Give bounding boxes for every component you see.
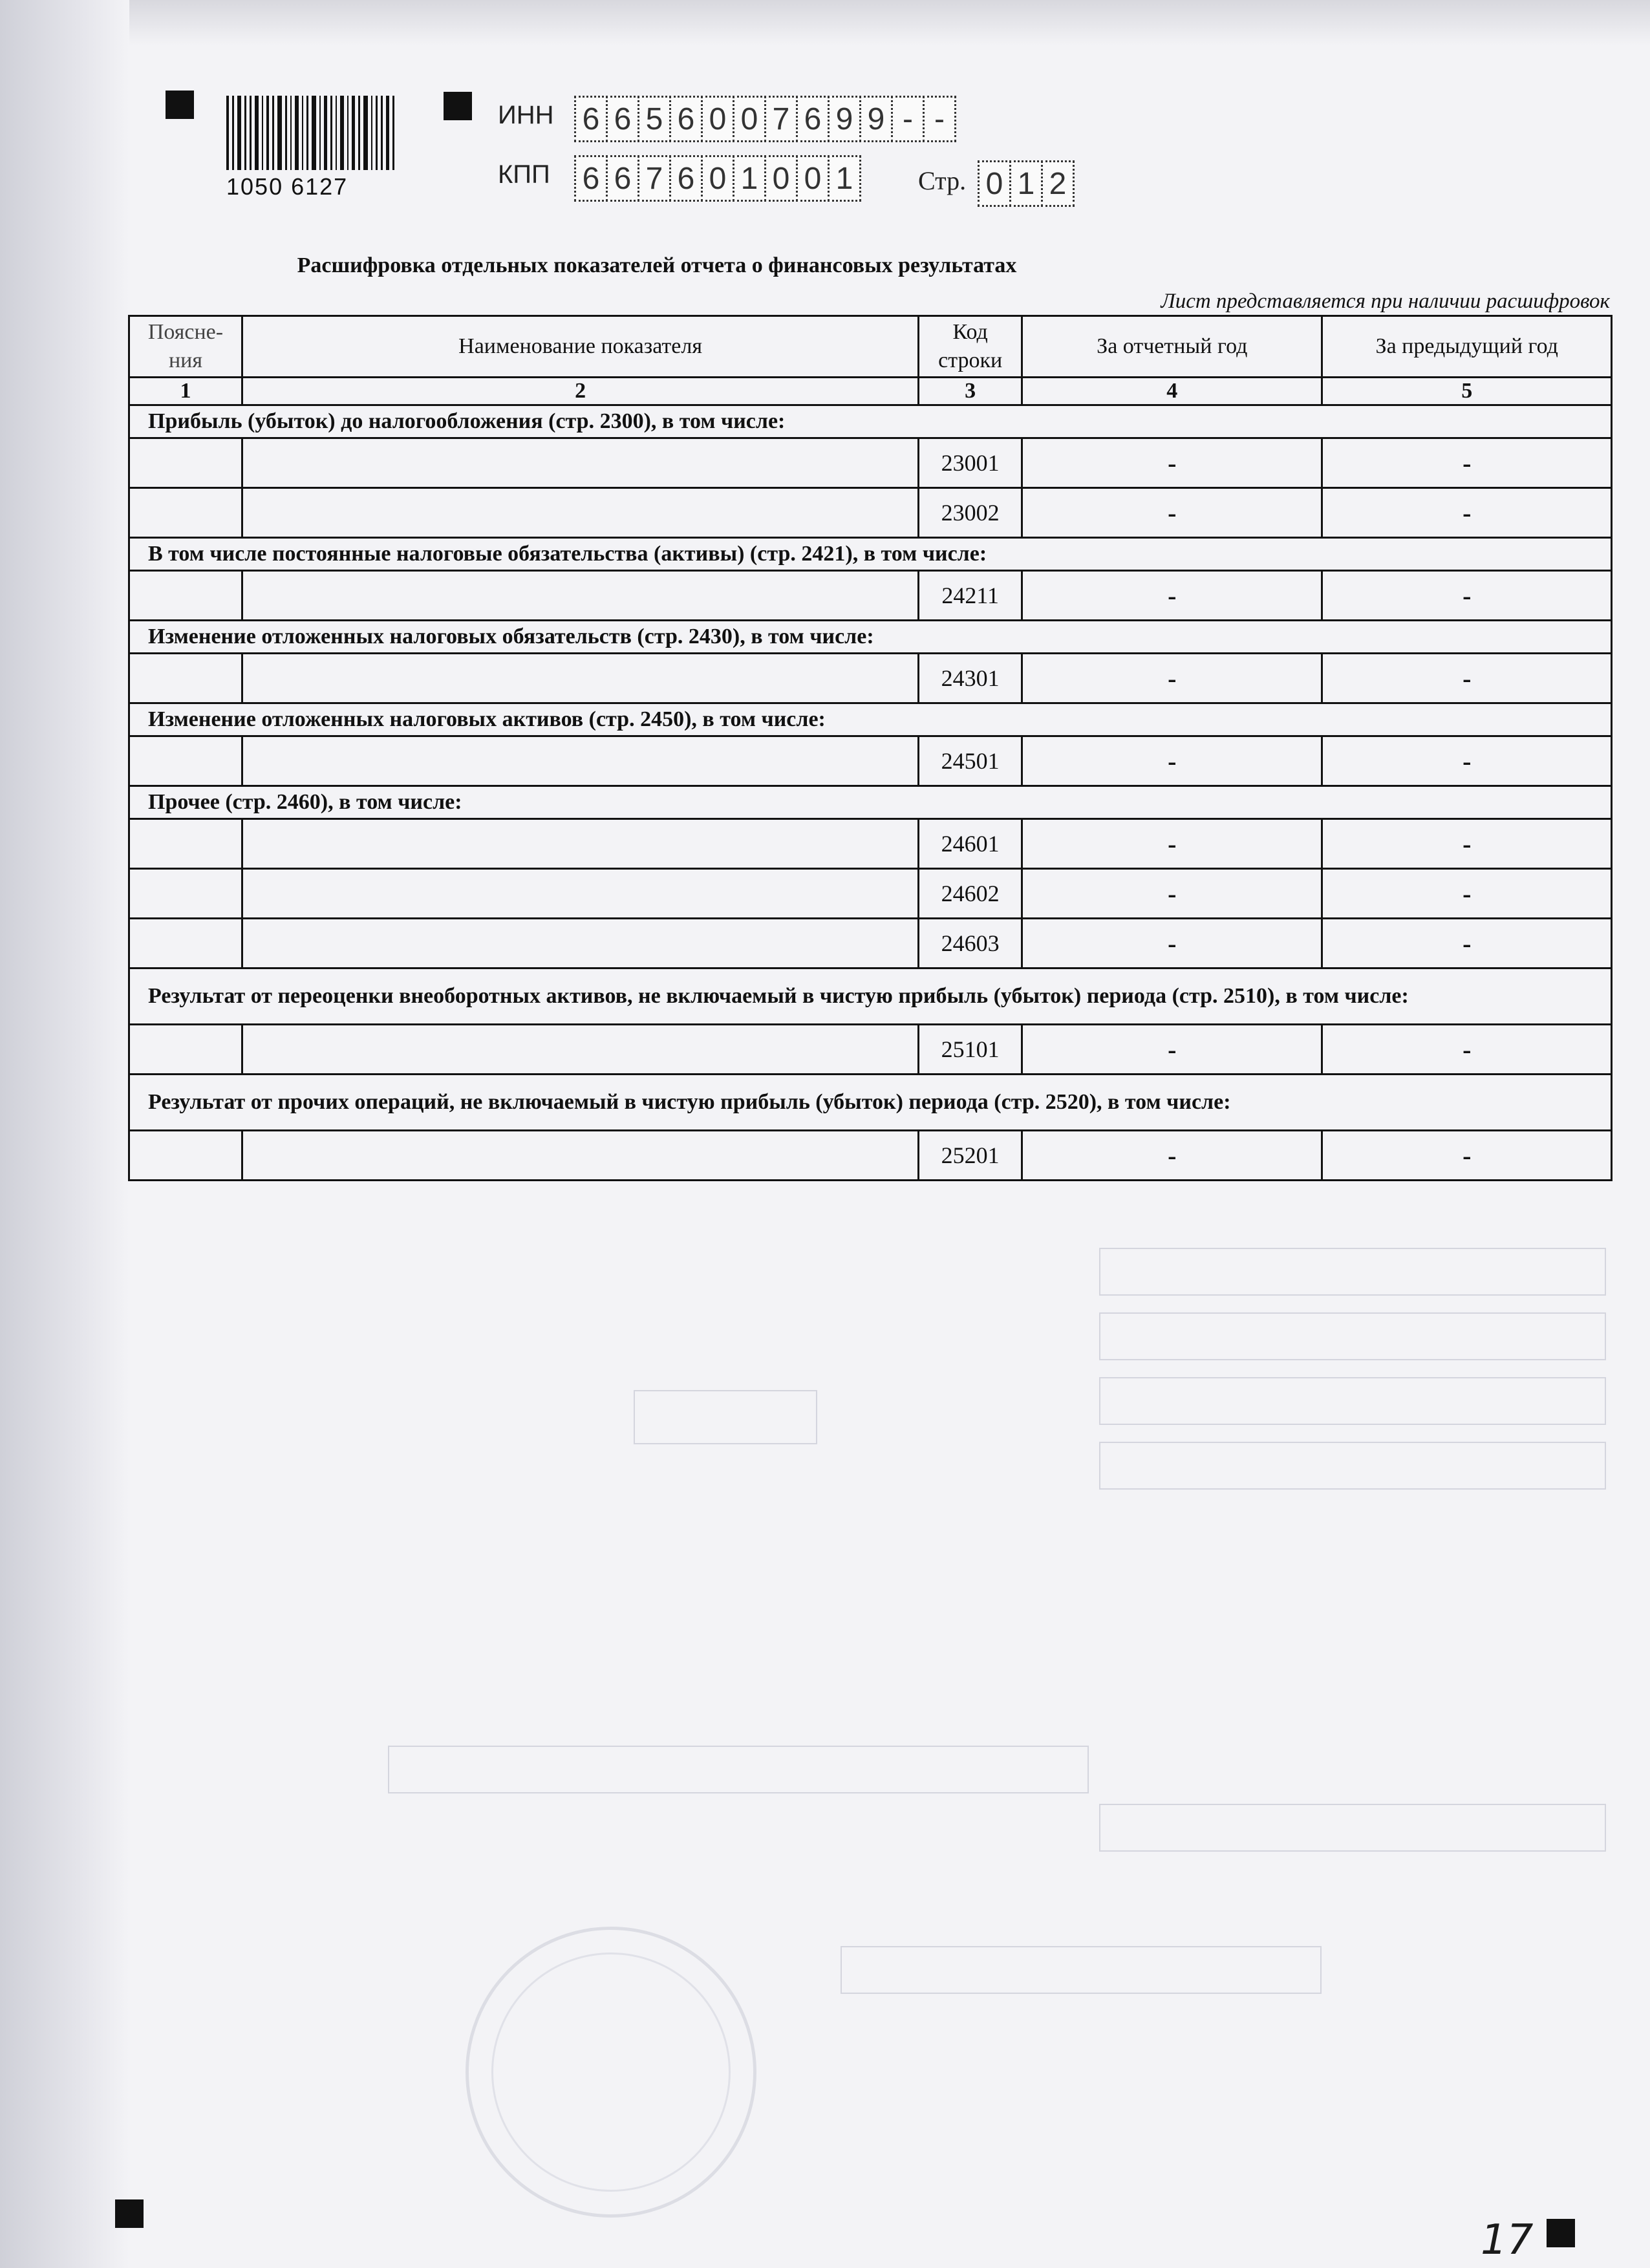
column-number: 4 bbox=[1022, 378, 1322, 405]
kpp-label: КПП bbox=[498, 160, 550, 189]
show-through-box bbox=[1099, 1312, 1606, 1360]
corner-marker-top-left bbox=[166, 91, 194, 119]
indicator-name-cell bbox=[242, 919, 918, 968]
inn-cell: 7 bbox=[764, 96, 798, 142]
kpp-cell: 6 bbox=[574, 155, 608, 202]
kpp-cell: 1 bbox=[828, 155, 861, 202]
page-top-shadow bbox=[0, 0, 1650, 45]
previous-year-value: - bbox=[1322, 869, 1612, 919]
kpp-cell: 1 bbox=[733, 155, 766, 202]
inn-cell: 6 bbox=[669, 96, 703, 142]
current-year-value: - bbox=[1022, 571, 1322, 621]
column-header-previous-year: За предыдущий год bbox=[1322, 316, 1612, 378]
page-cell: 0 bbox=[978, 160, 1011, 207]
current-year-value: - bbox=[1022, 819, 1322, 869]
show-through-box bbox=[841, 1946, 1322, 1994]
section-row bbox=[129, 968, 1612, 1025]
line-code-cell: 24301 bbox=[919, 654, 1022, 703]
indicator-name-cell bbox=[242, 654, 918, 703]
inn-label: ИНН bbox=[498, 101, 554, 129]
explanation-cell bbox=[129, 919, 242, 968]
previous-year-value: - bbox=[1322, 919, 1612, 968]
show-through-box bbox=[388, 1746, 1089, 1793]
document-title bbox=[0, 253, 1650, 278]
line-code-cell: 23002 bbox=[919, 488, 1022, 538]
explanation-cell bbox=[129, 654, 242, 703]
document-note: Лист представляется при наличии расшифровок bbox=[1161, 290, 1610, 313]
show-through-box bbox=[634, 1390, 817, 1444]
current-year-value: - bbox=[1022, 488, 1322, 538]
barcode-number: 1050 6127 bbox=[226, 173, 348, 200]
explanation-cell bbox=[129, 819, 242, 869]
page-cell: 1 bbox=[1009, 160, 1043, 207]
inn-cell: 0 bbox=[733, 96, 766, 142]
previous-year-value: - bbox=[1322, 438, 1612, 488]
kpp-cell: 6 bbox=[669, 155, 703, 202]
line-code-cell: 24601 bbox=[919, 819, 1022, 869]
column-header-explanations: Поясне- ния bbox=[129, 316, 242, 378]
inn-cell: - bbox=[923, 96, 956, 142]
page-number: 17 bbox=[1481, 2216, 1534, 2264]
corner-marker-top-center bbox=[444, 92, 472, 120]
explanation-cell bbox=[129, 1131, 242, 1181]
indicator-name-cell bbox=[242, 869, 918, 919]
column-number: 2 bbox=[242, 378, 918, 405]
line-code-cell: 24211 bbox=[919, 571, 1022, 621]
table-row bbox=[129, 919, 1612, 968]
inn-cell: 6 bbox=[796, 96, 830, 142]
inn-cell: - bbox=[891, 96, 925, 142]
indicator-name-cell bbox=[242, 571, 918, 621]
current-year-value: - bbox=[1022, 1131, 1322, 1181]
barcode bbox=[226, 96, 398, 170]
inn-cell: 6 bbox=[606, 96, 639, 142]
table-row bbox=[129, 488, 1612, 538]
table-row bbox=[129, 1025, 1612, 1075]
section-row bbox=[129, 703, 1612, 736]
kpp-cell: 0 bbox=[701, 155, 734, 202]
indicator-name-cell bbox=[242, 819, 918, 869]
indicator-name-cell bbox=[242, 736, 918, 786]
table-row bbox=[129, 869, 1612, 919]
current-year-value: - bbox=[1022, 654, 1322, 703]
section-row bbox=[129, 621, 1612, 654]
page-cells bbox=[978, 160, 1073, 207]
inn-cell: 0 bbox=[701, 96, 734, 142]
section-row bbox=[129, 405, 1612, 438]
column-numbers-row bbox=[129, 378, 1612, 405]
section-title: Прибыль (убыток) до налогообложения (стр. 2300), в том числе: bbox=[129, 405, 1612, 438]
line-code-cell: 24602 bbox=[919, 869, 1022, 919]
explanation-cell bbox=[129, 488, 242, 538]
current-year-value: - bbox=[1022, 1025, 1322, 1075]
line-code-cell: 24603 bbox=[919, 919, 1022, 968]
column-number: 1 bbox=[129, 378, 242, 405]
previous-year-value: - bbox=[1322, 488, 1612, 538]
indicators-table bbox=[128, 315, 1612, 1181]
previous-year-value: - bbox=[1322, 571, 1612, 621]
column-header-current-year: За отчетный год bbox=[1022, 316, 1322, 378]
kpp-cell: 6 bbox=[606, 155, 639, 202]
section-title: Результат от переоценки внеоборотных активов, не включаемый в чистую прибыль (убыток) периода (стр. 2510), в том числе: bbox=[129, 968, 1612, 1025]
current-year-value: - bbox=[1022, 869, 1322, 919]
indicator-name-cell bbox=[242, 1025, 918, 1075]
indicator-name-cell bbox=[242, 438, 918, 488]
inn-cell: 9 bbox=[859, 96, 893, 142]
previous-year-value: - bbox=[1322, 1131, 1612, 1181]
document-title-text: Расшифровка отдельных показателей отчета о финансовых результатах bbox=[297, 253, 1017, 277]
section-row bbox=[129, 538, 1612, 571]
current-year-value: - bbox=[1022, 736, 1322, 786]
corner-marker-bottom-right bbox=[1547, 2219, 1575, 2247]
line-code-cell: 24501 bbox=[919, 736, 1022, 786]
show-through-box bbox=[1099, 1804, 1606, 1852]
line-code-cell: 23001 bbox=[919, 438, 1022, 488]
inn-cell: 6 bbox=[574, 96, 608, 142]
explanation-cell bbox=[129, 1025, 242, 1075]
inn-cell: 5 bbox=[638, 96, 671, 142]
section-title: Изменение отложенных налоговых обязательств (стр. 2430), в том числе: bbox=[129, 621, 1612, 654]
page-cell: 2 bbox=[1041, 160, 1075, 207]
page-binding-shadow bbox=[0, 0, 129, 2268]
kpp-cells bbox=[574, 155, 859, 202]
line-code-cell: 25101 bbox=[919, 1025, 1022, 1075]
column-number: 3 bbox=[919, 378, 1022, 405]
table-row bbox=[129, 1131, 1612, 1181]
kpp-cell: 7 bbox=[638, 155, 671, 202]
explanation-cell bbox=[129, 571, 242, 621]
column-header-code: Код строки bbox=[919, 316, 1022, 378]
table-row bbox=[129, 736, 1612, 786]
explanation-cell bbox=[129, 736, 242, 786]
inn-cell: 9 bbox=[828, 96, 861, 142]
show-through-box bbox=[1099, 1377, 1606, 1425]
previous-year-value: - bbox=[1322, 1025, 1612, 1075]
show-through-box bbox=[1099, 1442, 1606, 1490]
previous-year-value: - bbox=[1322, 736, 1612, 786]
current-year-value: - bbox=[1022, 919, 1322, 968]
table-row bbox=[129, 438, 1612, 488]
previous-year-value: - bbox=[1322, 654, 1612, 703]
column-number: 5 bbox=[1322, 378, 1612, 405]
explanation-cell bbox=[129, 438, 242, 488]
corner-marker-bottom-left bbox=[115, 2199, 144, 2228]
section-row bbox=[129, 1075, 1612, 1131]
table-row bbox=[129, 654, 1612, 703]
table-body bbox=[129, 405, 1612, 1181]
show-through-box bbox=[1099, 1248, 1606, 1296]
table-header-row bbox=[129, 316, 1612, 378]
page-label: Стр. bbox=[918, 166, 967, 195]
indicator-name-cell bbox=[242, 488, 918, 538]
table-row bbox=[129, 819, 1612, 869]
section-title: Изменение отложенных налоговых активов (стр. 2450), в том числе: bbox=[129, 703, 1612, 736]
line-code-cell: 25201 bbox=[919, 1131, 1022, 1181]
section-title: В том числе постоянные налоговые обязательства (активы) (стр. 2421), в том числе: bbox=[129, 538, 1612, 571]
previous-year-value: - bbox=[1322, 819, 1612, 869]
section-title: Прочее (стр. 2460), в том числе: bbox=[129, 786, 1612, 819]
table-row bbox=[129, 571, 1612, 621]
section-row bbox=[129, 786, 1612, 819]
show-through-stamp bbox=[466, 1927, 756, 2218]
current-year-value: - bbox=[1022, 438, 1322, 488]
kpp-cell: 0 bbox=[764, 155, 798, 202]
indicator-name-cell bbox=[242, 1131, 918, 1181]
explanation-cell bbox=[129, 869, 242, 919]
section-title: Результат от прочих операций, не включаемый в чистую прибыль (убыток) периода (стр. 2520), в том числе: bbox=[129, 1075, 1612, 1131]
inn-cells bbox=[574, 96, 954, 142]
kpp-cell: 0 bbox=[796, 155, 830, 202]
column-header-name: Наименование показателя bbox=[242, 316, 918, 378]
